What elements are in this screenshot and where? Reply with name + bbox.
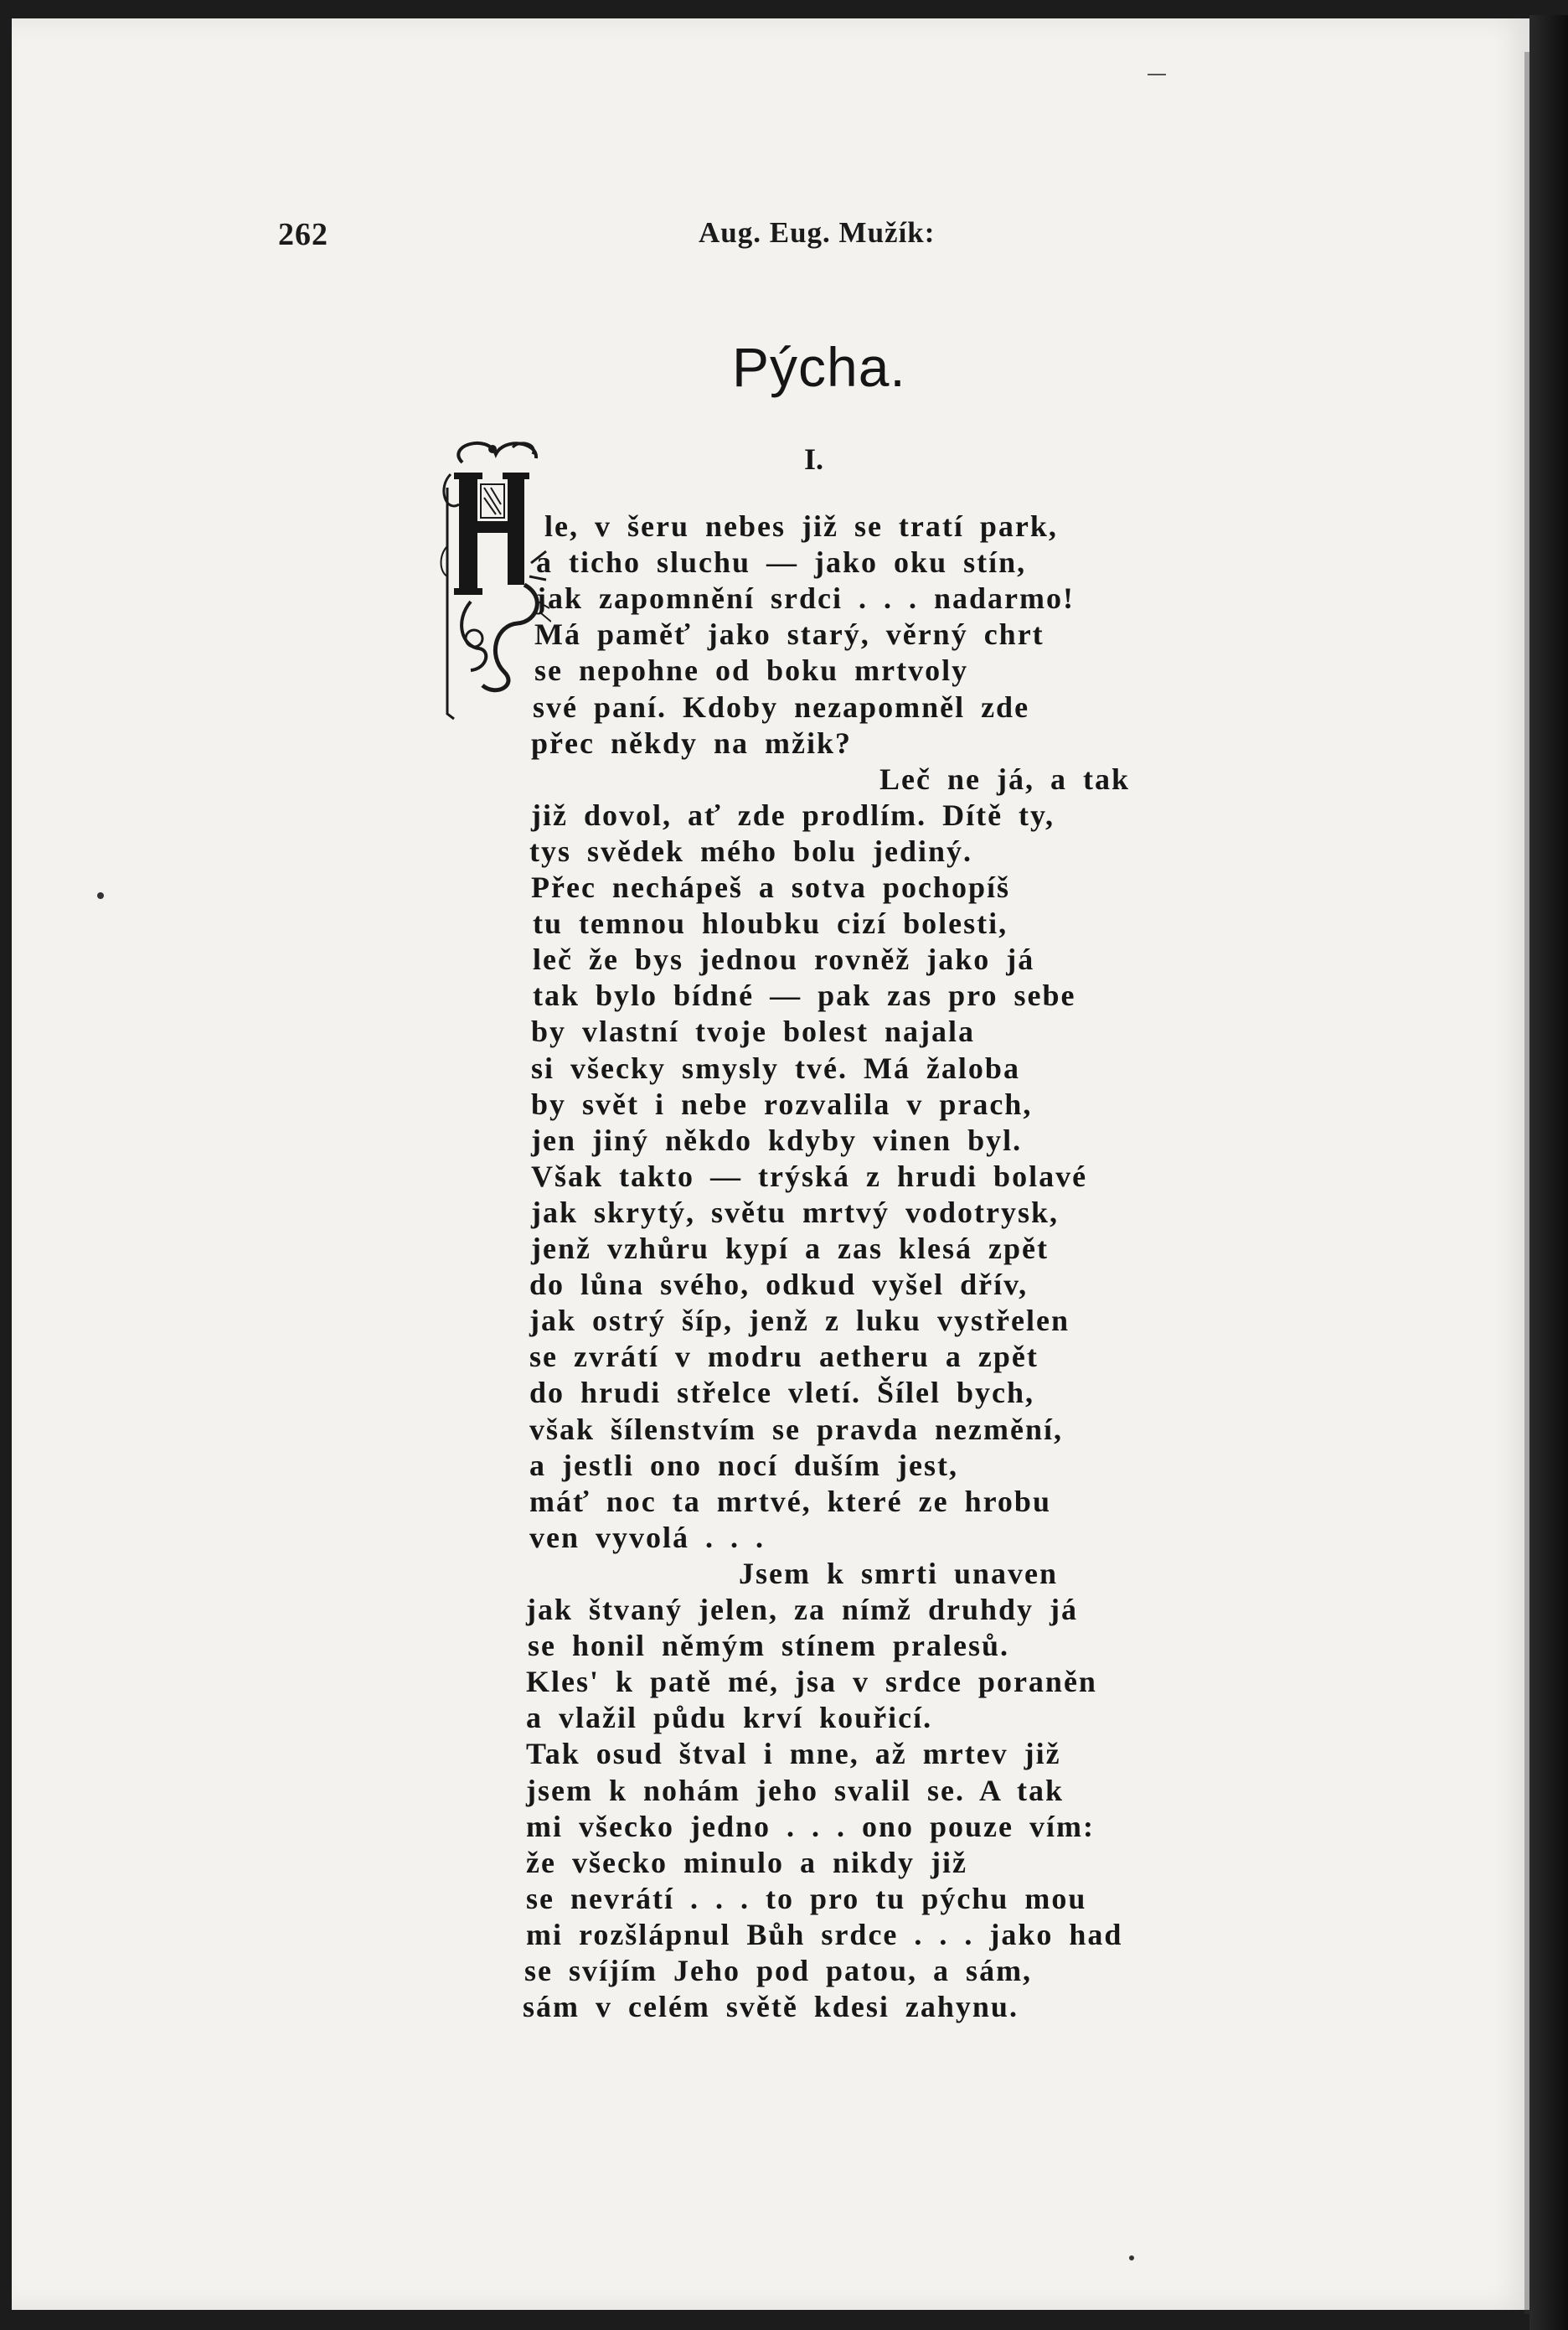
poem-line: by vlastní tvoje bolest najala: [531, 1015, 976, 1049]
poem-line: máť noc ta mrtvé, které ze hrobu: [529, 1484, 1051, 1518]
poem-line: mi všecko jedno . . . ono pouze vím:: [526, 1809, 1095, 1843]
poem-line: mi rozšlápnul Bůh srdce . . . jako had: [526, 1917, 1123, 1951]
poem-line: se nepohne od boku mrtvoly: [534, 654, 969, 688]
poem-line: Přec nechápeš a sotva pochopíš: [531, 871, 1010, 904]
poem-line: ven vyvolá . . .: [529, 1520, 766, 1554]
poem-line: jenž vzhůru kypí a zas klesá zpět: [531, 1232, 1049, 1265]
page-number: 262: [278, 217, 328, 252]
poem-line: Jsem k smrti unaven: [739, 1556, 1059, 1590]
poem-line: Kles' k patě mé, jsa v srdce poraněn: [526, 1665, 1097, 1699]
section-number: I.: [804, 442, 824, 476]
poem-line: a jestli ono nocí duším jest,: [529, 1448, 958, 1482]
poem-line: že všecko minulo a nikdy již: [526, 1845, 968, 1879]
poem-line: tys svědek mého bolu jediný.: [529, 834, 973, 868]
print-speck: [97, 892, 104, 899]
poem-line: a ticho sluchu — jako oku stín,: [536, 545, 1027, 580]
poem-line: do hrudi střelce vletí. Šílel bych,: [529, 1376, 1034, 1410]
poem-line: přec někdy na mžik?: [531, 726, 853, 760]
poem-line: si všecky smysly tvé. Má žaloba: [531, 1051, 1020, 1085]
poem-body: [12, 18, 1529, 2310]
poem-line: jak skrytý, světu mrtvý vodotrysk,: [531, 1195, 1059, 1229]
poem-line: tak bylo bídné — pak zas pro sebe: [533, 979, 1076, 1013]
poem-line: jak štvaný jelen, za nímž druhdy já: [526, 1593, 1079, 1626]
poem-line: se zvrátí v modru aetheru a zpět: [529, 1340, 1039, 1374]
poem-line: jen jiný někdo kdyby vinen byl.: [531, 1123, 1023, 1157]
running-head-author: Aug. Eug. Mužík:: [699, 216, 936, 249]
poem-line: sám v celém světě kdesi zahynu.: [523, 1990, 1019, 2024]
poem-line: již dovol, ať zde prodlím. Dítě ty,: [531, 798, 1055, 832]
poem-line: a vlažil půdu krví kouřicí.: [526, 1701, 933, 1735]
poem-line: se nevrátí . . . to pro tu pýchu mou: [526, 1881, 1087, 1915]
poem-line: se honil němým stínem pralesů.: [528, 1629, 1010, 1663]
poem-line: Však takto — trýská z hrudi bolavé: [531, 1159, 1088, 1193]
poem-line: leč že bys jednou rovněž jako já: [533, 943, 1035, 977]
poem-line: jak zapomnění srdci . . . nadarmo!: [536, 581, 1075, 616]
book-binding-edge: [1529, 15, 1568, 2330]
poem-line: Leč ne já, a tak: [879, 762, 1130, 796]
poem-line: Má paměť jako starý, věrný chrt: [534, 617, 1044, 652]
poem-title: Pýcha.: [732, 336, 906, 398]
poem-line: do lůna svého, odkud vyšel dřív,: [529, 1268, 1029, 1302]
poem-line: tu temnou hloubku cizí bolesti,: [533, 907, 1008, 941]
poem-line: však šílenstvím se pravda nezmění,: [529, 1412, 1064, 1446]
poem-line: Tak osud štval i mne, až mrtev již: [526, 1737, 1061, 1771]
book-page: [12, 18, 1529, 2310]
poem-line: se svíjím Jeho pod patou, a sám,: [524, 1954, 1033, 1987]
poem-line: le, v šeru nebes již se tratí park,: [544, 509, 1058, 543]
poem-line: jak ostrý šíp, jenž z luku vystřelen: [529, 1304, 1070, 1338]
print-speck: [1129, 2255, 1134, 2260]
poem-line: by svět i nebe rozvalila v prach,: [531, 1087, 1033, 1121]
poem-line: jsem k nohám jeho svalil se. A tak: [526, 1773, 1065, 1807]
poem-line: své paní. Kdoby nezapomněl zde: [533, 690, 1030, 724]
